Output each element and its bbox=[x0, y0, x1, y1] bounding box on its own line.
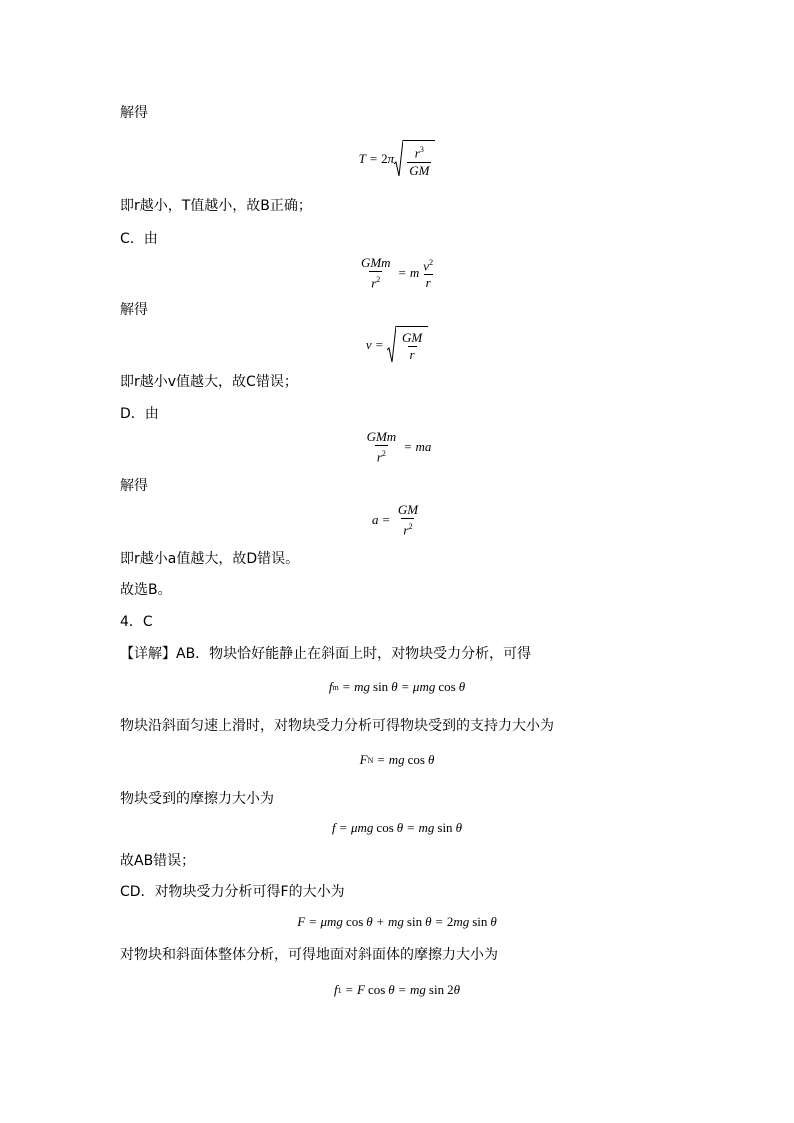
equation-ground-friction: f 1 = F cos θ = mg sin 2 θ bbox=[334, 982, 460, 997]
equation-friction: f = μmg cos θ = mg sin θ bbox=[332, 820, 462, 835]
eq-symbol: m bbox=[409, 265, 420, 281]
text-line: 对物块和斜面体整体分析，可得地面对斜面体的摩擦力大小为 bbox=[120, 947, 498, 963]
text-line: 即r越小v值越大，故C错误； bbox=[120, 374, 298, 390]
text-line: 物块沿斜面匀速上滑时，对物块受力分析可得物块受到的支持力大小为 bbox=[120, 718, 554, 734]
fraction: $\frac{GM}{r^2}$ bbox=[397, 502, 419, 538]
fraction: $\frac{r^3}{GM}$ bbox=[409, 145, 430, 178]
equation-applied-force: F = μmg cos θ + mg sin θ = 2 mg sin θ bbox=[297, 914, 497, 929]
text-line: 故AB错误； bbox=[120, 853, 196, 869]
fraction: $\frac{GM}{r}$ bbox=[401, 330, 423, 362]
fraction: $\frac{v^2}{r}$ bbox=[423, 258, 434, 291]
eq-sign: = bbox=[404, 439, 412, 455]
equation-normal-force: F N = mg cos θ bbox=[359, 752, 435, 767]
eq-sign: = bbox=[369, 151, 378, 166]
equation-acceleration bbox=[0, 503, 794, 537]
text-line: 即r越小a值越大，故D错误。 bbox=[120, 551, 300, 567]
equation-period bbox=[0, 140, 794, 178]
text-line: 即r越小，T值越小，故B正确； bbox=[120, 198, 312, 214]
text-line: 解得 bbox=[120, 105, 148, 121]
text-line: 解得 bbox=[120, 478, 148, 494]
text-line: D．由 bbox=[120, 406, 159, 422]
equation-row bbox=[359, 140, 436, 178]
fraction: $\frac{\text{GMm}}{r^2}$ bbox=[366, 429, 397, 465]
equation-gravity-acceleration bbox=[0, 430, 794, 464]
eq-sign: = bbox=[375, 337, 383, 352]
text-line: 4．C bbox=[120, 614, 153, 630]
eq-symbol: v bbox=[365, 337, 372, 352]
eq-sign: = bbox=[398, 265, 406, 281]
text-line: C．由 bbox=[120, 231, 158, 247]
eq-symbol: a bbox=[371, 512, 379, 528]
sqrt-sign bbox=[387, 326, 428, 364]
eq-symbol: ma bbox=[415, 439, 432, 455]
text-line: 故选B。 bbox=[120, 582, 172, 598]
text-line: 物块受到的摩擦力大小为 bbox=[120, 791, 274, 807]
equation-static-friction: f m = mg sin θ = μmg cos θ bbox=[328, 679, 466, 694]
sqrt-sign bbox=[394, 140, 435, 178]
text-line: 【详解】AB．物块恰好能静止在斜面上时，对物块受力分析，可得 bbox=[120, 646, 532, 662]
equation-gravity-centripetal bbox=[0, 256, 794, 290]
eq-coefficient: 2π bbox=[381, 151, 395, 166]
fraction: $\frac{\text{GMm}}{r^2}$ bbox=[360, 255, 391, 291]
equation-velocity bbox=[0, 326, 794, 364]
text-line: CD．对物块受力分析可得F的大小为 bbox=[120, 884, 345, 900]
eq-symbol: T bbox=[358, 151, 366, 166]
eq-sign: = bbox=[382, 512, 390, 528]
text-line: 解得 bbox=[120, 302, 148, 318]
